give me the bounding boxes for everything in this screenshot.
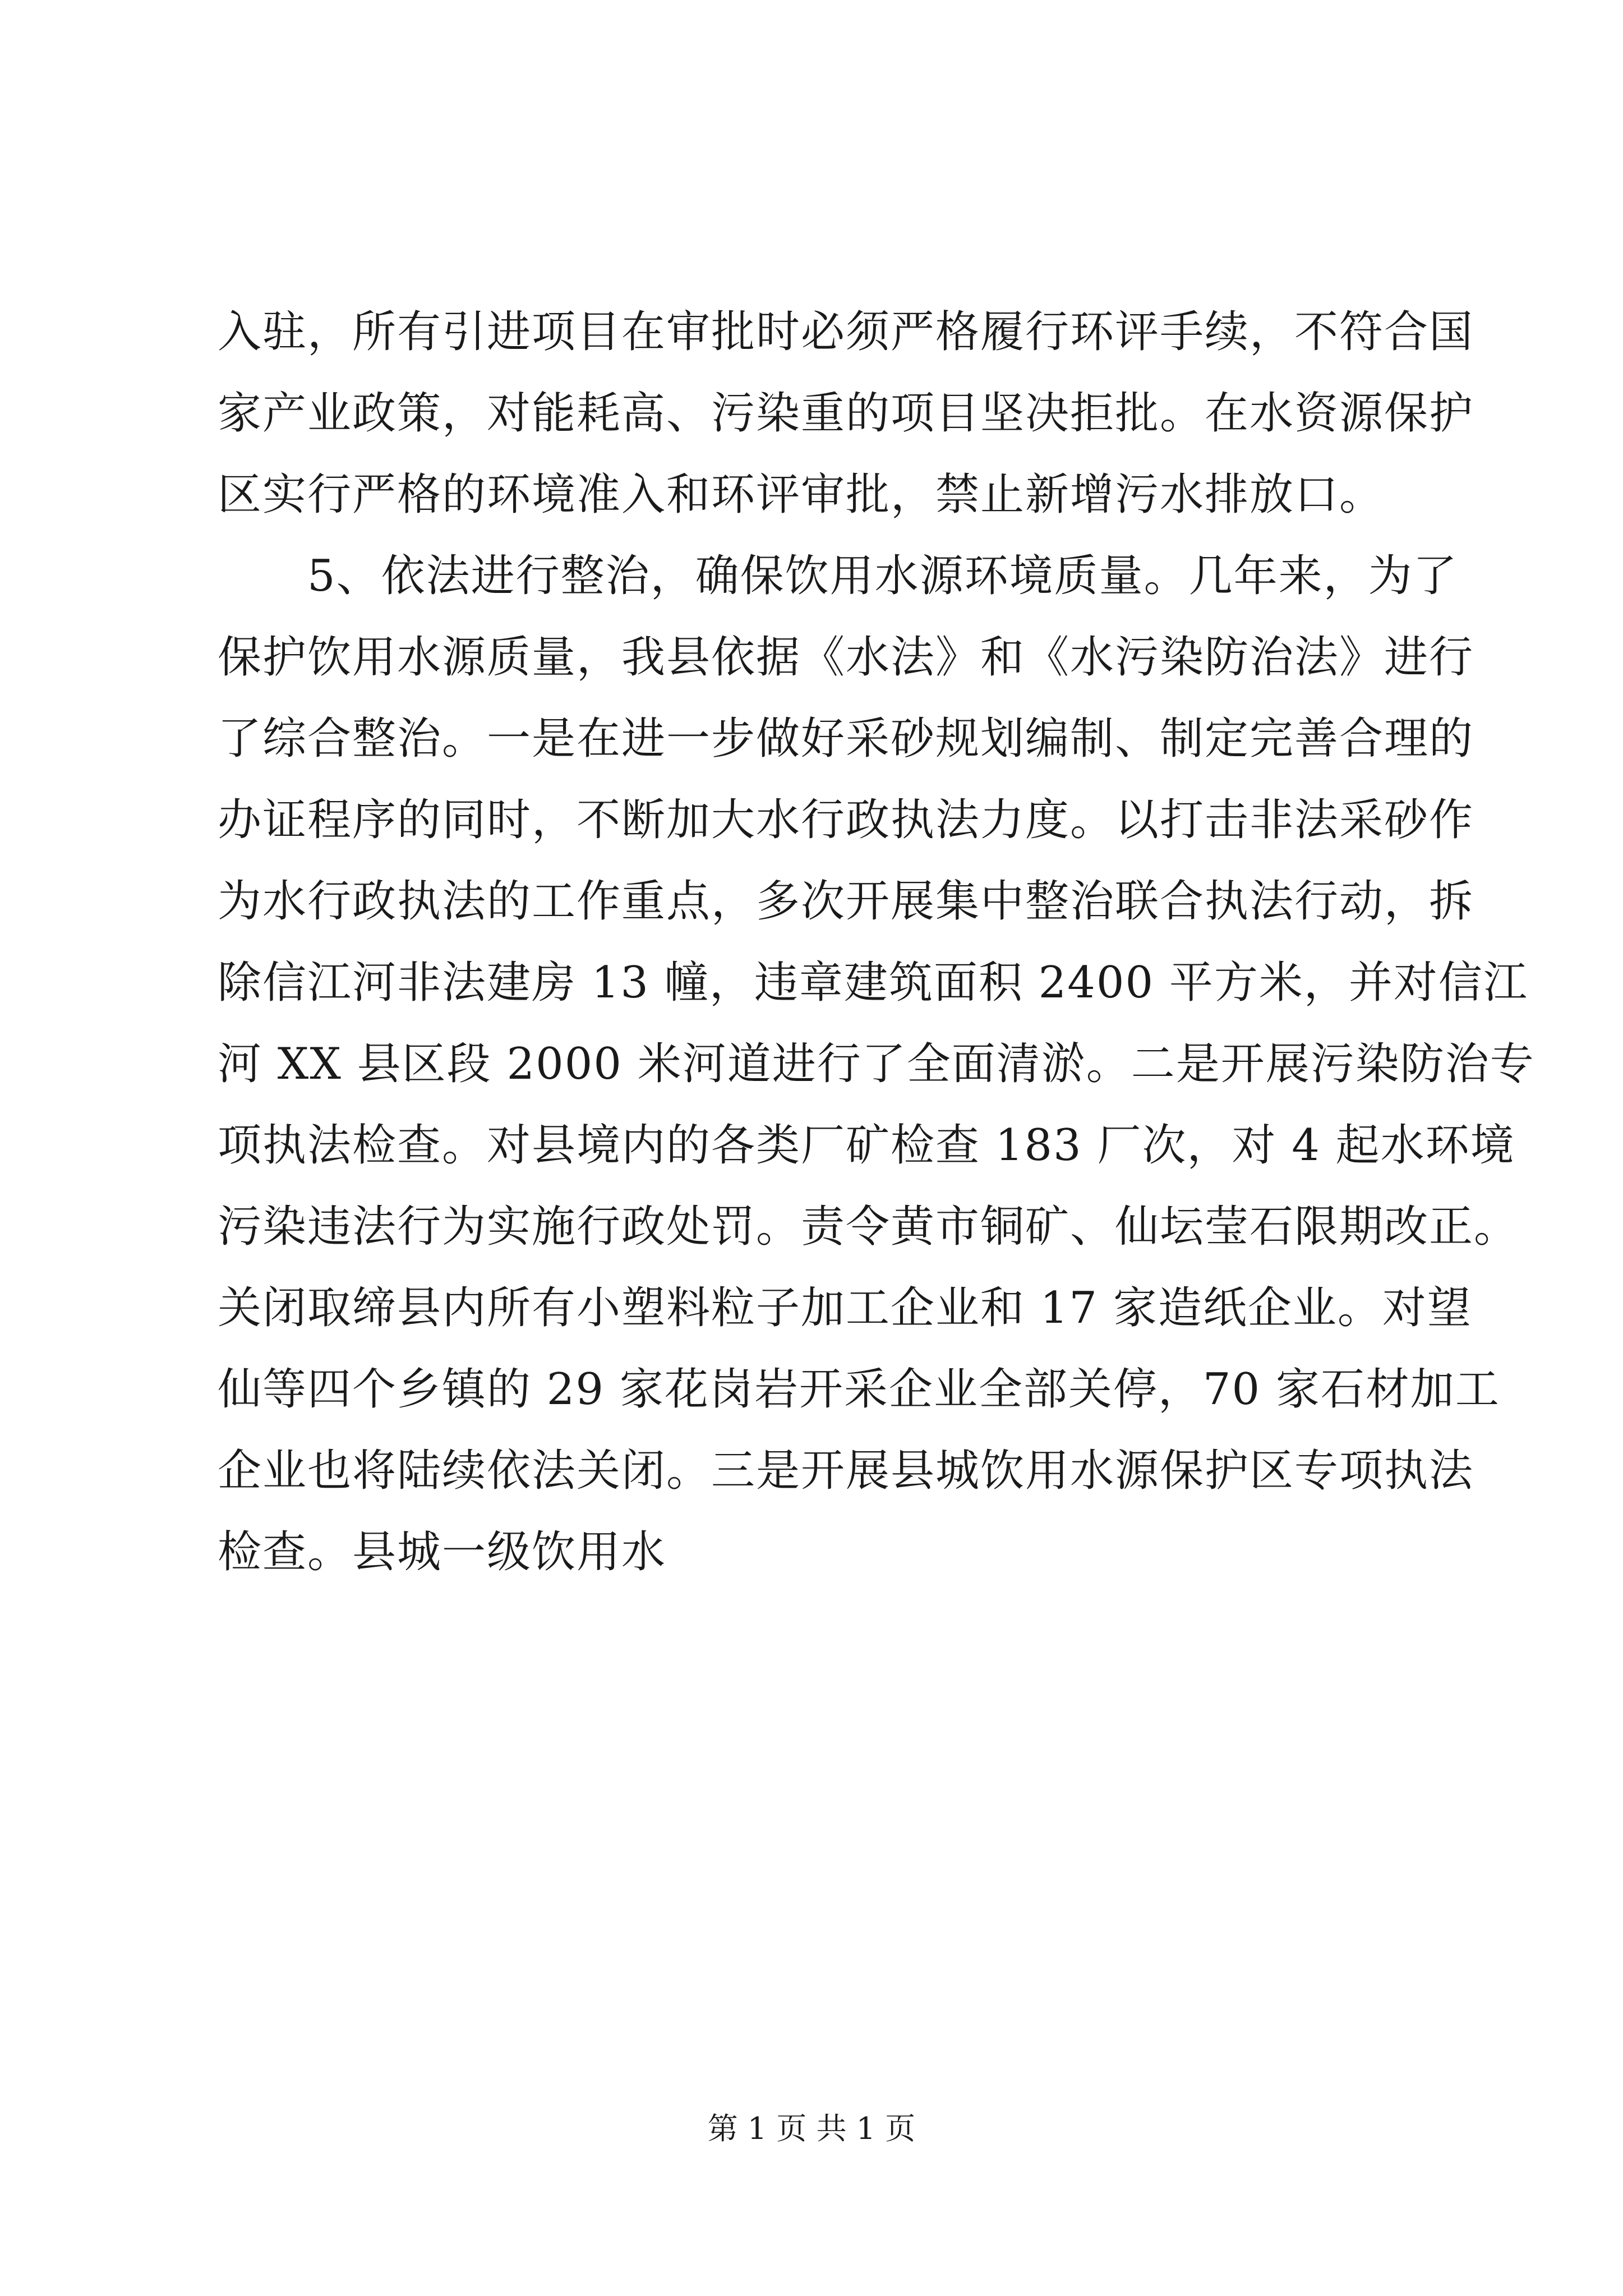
text-line: 保护饮用水源质量，我县依据《水法》和《水污染防治法》进行 (218, 632, 1474, 683)
text-line: 关闭取缔县内所有小塑料粒子加工企业和 17 家造纸企业。对望 (218, 1283, 1472, 1333)
text-line: 家产业政策，对能耗高、污染重的项目坚决拒批。在水资源保护 (218, 388, 1474, 439)
text-line: 入驻，所有引进项目在审批时必须严格履行环评手续，不符合国 (218, 307, 1474, 357)
text-line: 5、依法进行整治，确保饮用水源环境质量。几年来，为了 (307, 551, 1458, 601)
page-number-footer: 第 1 页 共 1 页 (707, 2111, 916, 2146)
text-line: 河 XX 县区段 2000 米河道进行了全面清淤。二是开展污染防治专 (218, 1039, 1535, 1089)
text-line: 办证程序的同时，不断加大水行政执法力度。以打击非法采砂作 (218, 795, 1474, 845)
text-line: 除信江河非法建房 13 幢，违章建筑面积 2400 平方米，并对信江 (218, 958, 1528, 1008)
text-line: 区实行严格的环境准入和环评审批，禁止新增污水排放口。 (218, 470, 1385, 520)
body-text (218, 292, 1535, 1593)
text-line: 污染违法行为实施行政处罚。责令黄市铜矿、仙坛莹石限期改正。 (218, 1202, 1519, 1252)
text-line: 为水行政执法的工作重点，多次开展集中整治联合执法行动，拆 (218, 876, 1474, 927)
text-line: 仙等四个乡镇的 29 家花岗岩开采企业全部关停，70 家石材加工 (218, 1364, 1500, 1415)
text-line: 检查。县城一级饮用水 (218, 1527, 667, 1577)
text-line: 项执法检查。对县境内的各类厂矿检查 183 厂次，对 4 起水环境 (218, 1120, 1515, 1171)
text-line: 了综合整治。一是在进一步做好采砂规划编制、制定完善合理的 (218, 714, 1474, 764)
text-line: 企业也将陆续依法关闭。三是开展县城饮用水源保护区专项执法 (218, 1446, 1474, 1496)
